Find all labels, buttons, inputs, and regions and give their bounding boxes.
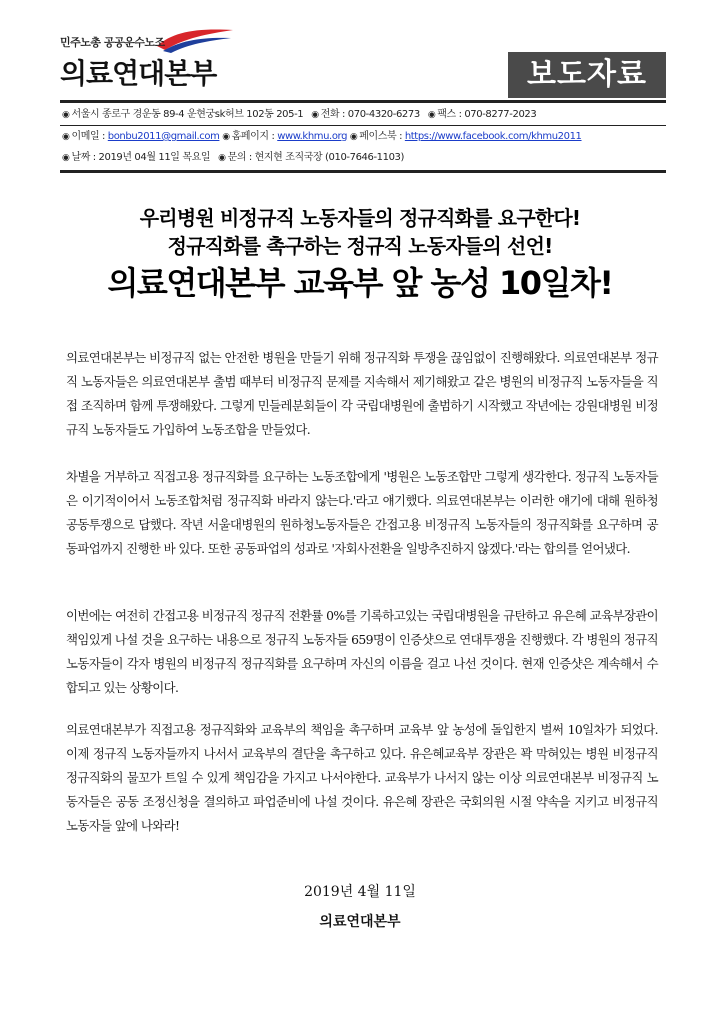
bullet-icon: ◉ <box>222 132 230 142</box>
homepage-label: 홈페이지 : <box>231 131 275 142</box>
headline-line-1: 우리병원 비정규직 노동자들의 정규직화를 요구한다! <box>139 206 581 230</box>
headline-main: 의료연대본부 교육부 앞 농성 10일차! <box>107 264 613 302</box>
email-label: 이메일 : <box>71 131 105 142</box>
email-link[interactable]: bonbu2011@gmail.com <box>107 131 220 142</box>
phone: 070-4320-6273 <box>347 109 420 120</box>
headline-line-2: 정규직화를 촉구하는 정규직 노동자들의 선언! <box>167 234 553 258</box>
bullet-icon: ◉ <box>62 153 70 163</box>
inquiry-label: 문의 : <box>227 152 252 163</box>
release-date: 2019년 04월 11일 목요일 <box>98 152 211 163</box>
press-release-badge: 보도자료 <box>508 52 666 98</box>
header-divider-bottom <box>60 170 666 173</box>
facebook-link[interactable]: https://www.facebook.com/khmu2011 <box>404 131 582 142</box>
fax-label: 팩스 : <box>437 109 462 120</box>
date-label: 날짜 : <box>71 152 96 163</box>
contact-line-1 <box>62 108 666 122</box>
paragraph-4: 의료연대본부가 직접고용 정규직화와 교육부의 책임을 촉구하며 교육부 앞 농성에 돌입한지 벌써 10일차가 되었다. 이제 정규직 노동자들까지 나서서 교육부의 결단을 촉구하고 있다. 유은혜교육부 장관은 꽉 막혀있는 병원 비정규직 정규직화의 물꼬가 트일 수 있게 책임감을 가지고 나서야한다. 교육부가 나서지 않는 이상 의료연대본부 비정규직 노동자들은 공동 조정신청을 결의하고 파업준비에 나설 것이다. 유은혜 장관은 국회의원 시절 약속을 지키고 비정규직 노동자들 앞에 나와라! <box>66 722 658 833</box>
header-divider-top <box>60 100 666 103</box>
org-subtitle: 민주노총 공공운수노조 <box>60 36 165 49</box>
homepage-link[interactable]: www.khmu.org <box>277 131 348 142</box>
phone-label: 전화 : <box>320 109 346 120</box>
bullet-icon: ◉ <box>311 110 319 120</box>
bullet-icon: ◉ <box>218 153 226 163</box>
footer-org: 의료연대본부 <box>319 914 401 930</box>
org-name: 의료연대본부 <box>60 57 217 90</box>
paragraph-3: 이번에는 여전히 간접고용 비정규직 정규직 전환률 0%를 기록하고있는 국립대병원을 규탄하고 유은혜 교육부장관이 책임있게 나설 것을 요구하는 내용으로 정규직 노동자들 659명이 인증샷으로 연대투쟁을 진행했다. 각 병원의 정규직 노동자들이 각자 병원의 비정규직 정규직화를 요구하며 자신의 이름을 걸고 나선 것이다. 현재 인증샷은 계속해서 수합되고 있는 상황이다. <box>66 608 658 695</box>
bullet-icon: ◉ <box>427 110 436 120</box>
contact-line-3 <box>62 151 666 165</box>
contact-divider <box>60 125 666 126</box>
address: 서울시 종로구 경운동 89-4 운현궁sk허브 102동 205-1 <box>71 109 304 120</box>
org-logo <box>60 24 250 96</box>
paragraph-2: 차별을 거부하고 직접고용 정규직화를 요구하는 노동조합에게 '병원은 노동조합만 그렇게 생각한다. 정규직 노동자들은 이기적이어서 노동조합처럼 정규직화 바라지 않는다.'라고 얘기했다. 의료연대본부는 이러한 얘기에 대해 원하청 공동투쟁으로 답했다. 작년 서울대병원의 원하청노동자들은 간접고용 비정규직 노동자들의 정규직화를 요구하며 공동파업까지 진행한 바 있다. 또한 공동파업의 성과로 '자회사전환을 일방추진하지 않겠다.'라는 합의를 얻어냈다. <box>66 469 658 556</box>
bullet-icon: ◉ <box>62 132 70 142</box>
flag-swoosh-icon <box>155 24 235 54</box>
facebook-label: 페이스북 : <box>359 131 403 142</box>
contact-line-2 <box>62 130 666 144</box>
footer-date: 2019년 4월 11일 <box>304 884 416 900</box>
bullet-icon: ◉ <box>62 110 70 120</box>
inquiry-contact: 현지현 조직국장 (010-7646-1103) <box>254 152 405 163</box>
paragraph-1: 의료연대본부는 비정규직 없는 안전한 병원을 만들기 위해 정규직화 투쟁을 끊임없이 진행해왔다. 의료연대본부 정규직 노동자들은 의료연대본부 출범 때부터 비정규직 문제를 지속해서 제기해왔고 같은 병원의 비정규직 노동자들을 직접 조직하며 함께 투쟁해왔다. 그렇게 민들레분회들이 각 국립대병원에 출범하기 시작했고 작년에는 강원대병원 비정규직 노동자들도 가입하여 노동조합을 만들었다. <box>66 350 658 437</box>
bullet-icon: ◉ <box>349 132 358 142</box>
fax: 070-8277-2023 <box>464 109 537 120</box>
